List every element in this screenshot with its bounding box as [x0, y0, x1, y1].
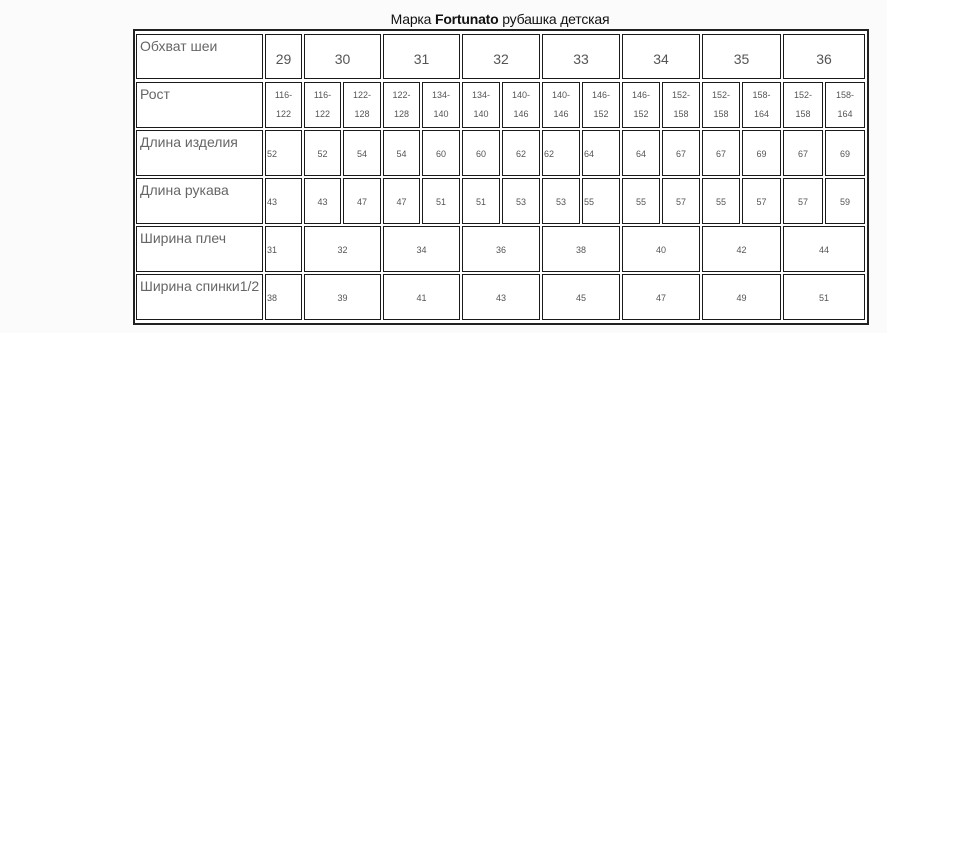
shoulder-cell — [462, 226, 540, 272]
length-cell — [542, 130, 580, 176]
shoulder-value: 38 — [575, 245, 586, 255]
back-value: 39 — [337, 293, 348, 303]
height-to: 146 — [513, 109, 529, 119]
length-cell — [702, 130, 740, 176]
length-value: 54 — [396, 149, 407, 159]
height-cell — [502, 82, 540, 128]
length-cell — [662, 130, 700, 176]
length-cell — [462, 130, 500, 176]
neck-size-cell — [383, 34, 460, 79]
height-cell — [622, 82, 660, 128]
shoulder-value: 31 — [267, 245, 278, 255]
height-cell — [304, 82, 341, 128]
height-to: 146 — [553, 109, 569, 119]
height-cell — [383, 82, 420, 128]
row-label-length — [136, 130, 263, 176]
sleeve-value: 55 — [715, 197, 726, 207]
back-cell — [462, 274, 540, 320]
row-label-text: Ширина спинки1/2 — [140, 278, 260, 294]
sleeve-cell — [742, 178, 781, 224]
length-cell — [502, 130, 540, 176]
height-from: 152- — [793, 90, 812, 100]
height-to: 152 — [593, 109, 609, 119]
length-cell — [825, 130, 865, 176]
row-label-back — [136, 274, 263, 320]
row-label-text: Длина рукава — [140, 182, 229, 198]
shoulder-cell — [383, 226, 460, 272]
sleeve-value: 51 — [435, 197, 446, 207]
height-cell — [343, 82, 381, 128]
height-cell — [742, 82, 781, 128]
neck-size-cell — [702, 34, 781, 79]
height-to: 140 — [473, 109, 489, 119]
shoulder-cell — [542, 226, 620, 272]
length-cell — [742, 130, 781, 176]
length-value: 64 — [584, 149, 595, 159]
back-value: 51 — [818, 293, 829, 303]
height-to: 158 — [795, 109, 811, 119]
back-value: 49 — [736, 293, 747, 303]
sleeve-cell — [702, 178, 740, 224]
sleeve-cell — [825, 178, 865, 224]
sleeve-cell — [582, 178, 620, 224]
height-cell — [582, 82, 620, 128]
height-cell — [462, 82, 500, 128]
back-cell — [702, 274, 781, 320]
height-from: 140- — [511, 90, 530, 100]
sleeve-cell — [502, 178, 540, 224]
sleeve-cell — [662, 178, 700, 224]
height-cell — [702, 82, 740, 128]
back-value: 47 — [655, 293, 666, 303]
height-cell — [662, 82, 700, 128]
height-cell — [542, 82, 580, 128]
row-label-shoulder — [136, 226, 263, 272]
sleeve-value: 57 — [675, 197, 686, 207]
height-from: 152- — [711, 90, 730, 100]
sleeve-cell — [783, 178, 823, 224]
length-cell — [582, 130, 620, 176]
height-to: 164 — [837, 109, 853, 119]
back-value: 38 — [267, 293, 278, 303]
back-cell — [265, 274, 302, 320]
title-prefix: Марка — [390, 11, 432, 27]
chart-title — [0, 11, 960, 27]
sleeve-value: 51 — [475, 197, 486, 207]
height-cell — [422, 82, 460, 128]
sleeve-value: 57 — [756, 197, 767, 207]
height-from: 116- — [274, 90, 293, 100]
length-value: 69 — [756, 149, 767, 159]
back-cell — [383, 274, 460, 320]
height-cell — [783, 82, 823, 128]
sleeve-value: 55 — [584, 197, 595, 207]
height-from: 140- — [551, 90, 570, 100]
shoulder-value: 40 — [655, 245, 666, 255]
shoulder-value: 32 — [337, 245, 348, 255]
back-cell — [783, 274, 865, 320]
shoulder-value: 42 — [736, 245, 747, 255]
neck-size-cell — [304, 34, 381, 79]
sleeve-cell — [622, 178, 660, 224]
length-cell — [622, 130, 660, 176]
sleeve-cell — [462, 178, 500, 224]
sleeve-value: 53 — [555, 197, 566, 207]
height-from: 122- — [352, 90, 371, 100]
length-value: 60 — [435, 149, 446, 159]
back-cell — [622, 274, 700, 320]
height-from: 158- — [752, 90, 771, 100]
length-value: 62 — [544, 149, 555, 159]
sleeve-cell — [304, 178, 341, 224]
back-value: 45 — [575, 293, 586, 303]
sleeve-cell — [422, 178, 460, 224]
size-table — [133, 29, 869, 325]
length-cell — [304, 130, 341, 176]
shoulder-cell — [265, 226, 302, 272]
height-to: 128 — [354, 109, 370, 119]
height-from: 158- — [835, 90, 854, 100]
height-from: 152- — [671, 90, 690, 100]
row-label-text: Рост — [140, 86, 170, 102]
shoulder-cell — [622, 226, 700, 272]
back-cell — [304, 274, 381, 320]
height-to: 122 — [275, 109, 292, 119]
sleeve-cell — [265, 178, 302, 224]
shoulder-value: 44 — [818, 245, 829, 255]
length-value: 67 — [675, 149, 686, 159]
sleeve-value: 57 — [797, 197, 808, 207]
sleeve-value: 53 — [515, 197, 526, 207]
height-cell — [825, 82, 865, 128]
height-from: 122- — [392, 90, 411, 100]
neck-size-cell — [783, 34, 865, 79]
height-to: 140 — [433, 109, 449, 119]
row-label-text: Ширина плеч — [140, 230, 227, 246]
height-to: 158 — [713, 109, 729, 119]
length-value: 67 — [797, 149, 808, 159]
shoulder-value: 36 — [495, 245, 506, 255]
row-label-height — [136, 82, 263, 128]
length-value: 60 — [475, 149, 486, 159]
shoulder-cell — [783, 226, 865, 272]
back-value: 41 — [416, 293, 427, 303]
sleeve-value: 43 — [317, 197, 328, 207]
title-suffix: рубашка детская — [502, 11, 610, 27]
length-cell — [783, 130, 823, 176]
length-value: 69 — [839, 149, 850, 159]
height-to: 152 — [633, 109, 649, 119]
length-value: 52 — [317, 149, 328, 159]
shoulder-cell — [702, 226, 781, 272]
back-value: 43 — [495, 293, 506, 303]
height-from: 134- — [471, 90, 490, 100]
shoulder-cell — [304, 226, 381, 272]
sleeve-value: 59 — [839, 197, 850, 207]
neck-size-cell — [542, 34, 620, 79]
sleeve-cell — [542, 178, 580, 224]
sleeve-value: 55 — [635, 197, 646, 207]
neck-size-value: 35 — [733, 50, 750, 67]
height-cell — [265, 82, 302, 128]
length-value: 62 — [515, 149, 526, 159]
length-cell — [383, 130, 420, 176]
neck-size-cell — [622, 34, 700, 79]
neck-size-value: 34 — [653, 50, 669, 67]
back-cell — [542, 274, 620, 320]
sleeve-cell — [343, 178, 381, 224]
neck-size-value: 36 — [816, 50, 832, 67]
neck-size-cell — [265, 34, 302, 79]
height-from: 146- — [631, 90, 650, 100]
neck-size-cell — [462, 34, 540, 79]
neck-size-value: 33 — [573, 50, 589, 67]
shoulder-value: 34 — [416, 245, 427, 255]
length-cell — [422, 130, 460, 176]
neck-size-value: 30 — [334, 50, 351, 67]
height-to: 158 — [673, 109, 689, 119]
row-label-text: Обхват шеи — [140, 38, 218, 54]
height-from: 116- — [313, 90, 332, 100]
height-to: 122 — [314, 109, 331, 119]
row-label-sleeve — [136, 178, 263, 224]
title-brand: Fortunato — [434, 11, 499, 27]
length-value: 67 — [715, 149, 726, 159]
length-value: 52 — [267, 149, 278, 159]
length-cell — [343, 130, 381, 176]
sleeve-value: 43 — [267, 197, 278, 207]
neck-size-value: 31 — [413, 50, 430, 67]
sleeve-value: 47 — [396, 197, 407, 207]
row-label-text: Длина изделия — [140, 134, 238, 150]
size-chart-sheet — [0, 0, 887, 333]
row-label-neck — [136, 34, 263, 79]
sleeve-value: 47 — [356, 197, 367, 207]
sleeve-cell — [383, 178, 420, 224]
height-from: 134- — [431, 90, 450, 100]
height-to: 128 — [393, 109, 410, 119]
length-value: 54 — [356, 149, 367, 159]
height-from: 146- — [591, 90, 610, 100]
neck-size-value: 32 — [493, 50, 509, 67]
height-to: 164 — [753, 109, 770, 119]
length-value: 64 — [635, 149, 646, 159]
length-cell — [265, 130, 302, 176]
neck-size-value: 29 — [275, 50, 292, 67]
